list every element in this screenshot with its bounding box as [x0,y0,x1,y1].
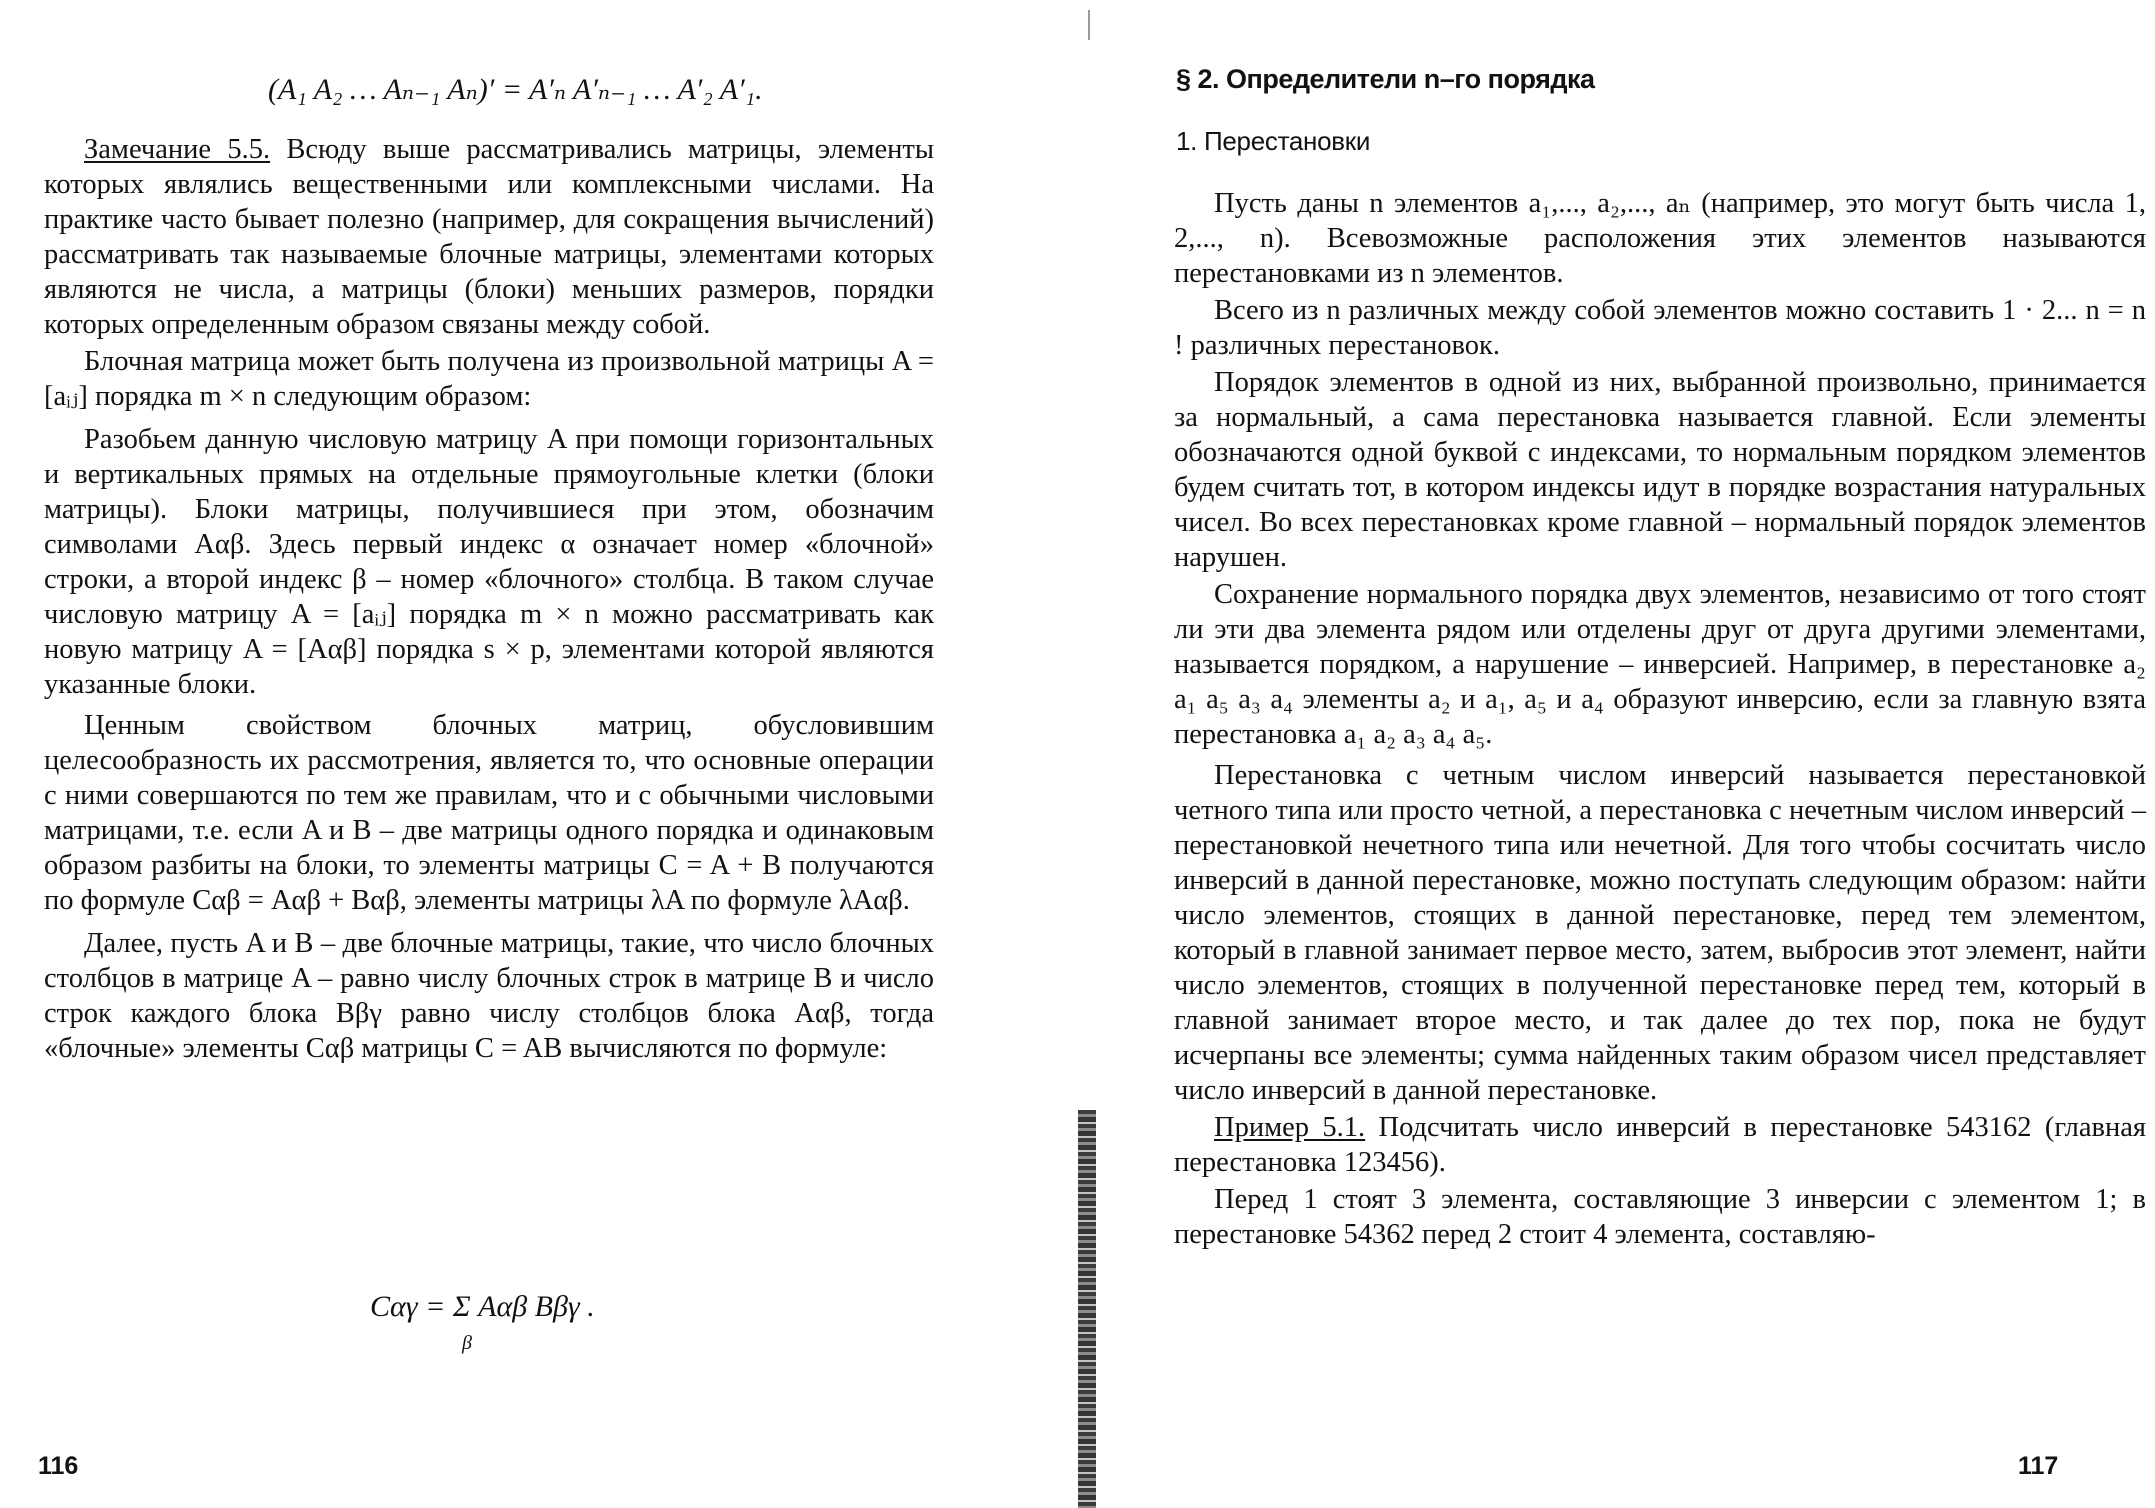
example-label: Пример 5.1. [1214,1112,1366,1143]
subsection-title: 1. Перестановки [1176,126,1371,156]
block-matrix-intro-paragraph: Блочная матрица может быть получена из произвольной матрицы A = [aᵢⱼ] порядка m × n следующим образом: [44,346,934,412]
example-solution-paragraph: Перед 1 стоят 3 элемента, составляющие 3 инверсии с элементом 1; в перестановке 54362 перед 2 стоит 4 элемента, составляю- [1174,1184,2146,1250]
permutations-count-paragraph: Всего из n различных между собой элементов можно составить 1 · 2... n = n ! различных перестановок. [1174,295,2146,361]
left-page-body [44,132,934,1066]
page-number-left: 116 [38,1452,79,1480]
normal-order-paragraph: Порядок элементов в одной из них, выбранной произвольно, принимается за нормальный, а сама перестановка называется главной. Если элементы обозначаются одной буквой с индексами, то нормальным порядком элементов будем считать тот, в котором индексы идут в порядке возрастания натуральных чисел. Во всех перестановках кроме главной – нормальный порядок элементов нарушен. [1174,367,2146,573]
right-page [1090,0,2146,1508]
remark-paragraph [44,132,934,342]
block-product-paragraph: Далее, пусть A и B – две блочные матрицы, такие, что число блочных столбцов в матрице A – равно числу блочных строк в матрице B и число строк каждого блока Bβγ равно числу столбцов блока Aαβ, тогда «блочные» элементы Cαβ матрицы C = AB вычисляются по формуле: [44,928,934,1064]
right-page-body [1174,186,2146,1252]
formula-block-product-text: Cαγ = Σ Aαβ Bβγ . [370,1290,595,1323]
inversion-def-paragraph: Сохранение нормального порядка двух элементов, независимо от того стоят ли эти два элемента рядом или отделены друг от друга другими элементами, называется порядком, а нарушение – инверсией. Например, в перестановке a₂ a₁ a₅ a₃ a₄ элементы a₂ и a₁, a₅ и a₄ образуют инверсию, если за главную взята перестановка a₁ a₂ a₃ a₄ a₅. [1174,579,2146,750]
block-partition-paragraph: Разобьем данную числовую матрицу A при помощи горизонтальных и вертикальных прямых на отдельные прямоугольные клетки (блоки матрицы). Блоки матрицы, получившиеся при этом, обозначим символами Aαβ. Здесь первый индекс α означает номер «блочной» строки, а второй индекс β – номер «блочного» столбца. В таком случае числовую матрицу A = [aᵢⱼ] порядка m × n можно рассматривать как новую матрицу A = [Aαβ] порядка s × p, элементами которой являются указанные блоки. [44,424,934,700]
remark-text: Всюду выше рассматривались матрицы, элементы которых являлись вещественными или комплексными числами. На практике часто бывает полезно (например, для сокращения вычислений) рассматривать так называемые блочные матрицы, элементами которых являются не числа, а матрицы (блоки) меньших размеров, порядки которых определенным образом связаны между собой. [44,134,934,340]
sum-index: β [462,1332,472,1354]
section-title: § 2. Определители n–го порядка [1176,64,1595,94]
block-operations-paragraph: Ценным свойством блочных матриц, обусловившим целесообразность их рассмотрения, является то, что основные операции с ними совершаются по тем же правилам, что и с обычными числовыми матрицами, т.е. если A и B – две матрицы одного порядка и одинаковым образом разбиты на блоки, то элементы матрицы C = A + B получаются по формуле Cαβ = Aαβ + Bαβ, элементы матрицы λA по формуле λAαβ. [44,710,934,916]
example-paragraph [1174,1110,2146,1180]
formula-transpose-product: (A₁ A₂ … Aₙ₋₁ Aₙ)′ = A′ₙ A′ₙ₋₁ … A′₂ A′₁. [268,73,763,106]
example-text: Подсчитать число инверсий в перестановке 543162 (главная перестановка 123456). [1174,1112,2146,1178]
parity-paragraph: Перестановка с четным числом инверсий называется перестановкой четного типа или просто четной, а перестановка с нечетным числом инверсий – перестановкой нечетного типа или нечетной. Для того чтобы сосчитать число инверсий в данной перестановке, можно поступать следующим образом: найти число элементов, стоящих в данной перестановке, перед тем элементом, который в главной занимает первое место, затем, выбросив этот элемент, найти число элементов, стоящих в полученной перестановке перед тем, который в главной занимает второе место, и так далее до тех пор, пока не будут исчерпаны все элементы; сумма найденных таким образом чисел представляет число инверсий в данной перестановке. [1174,760,2146,1106]
left-page [0,0,1010,1508]
remark-label: Замечание 5.5. [84,134,271,165]
permutations-def-paragraph: Пусть даны n элементов a₁,..., a₂,..., aₙ (например, это могут быть числа 1, 2,..., n). Всевозможные расположения этих элементов называются перестановками из n элементов. [1174,188,2146,289]
page-number-right: 117 [2018,1452,2059,1480]
formula-block-product [370,1290,595,1354]
